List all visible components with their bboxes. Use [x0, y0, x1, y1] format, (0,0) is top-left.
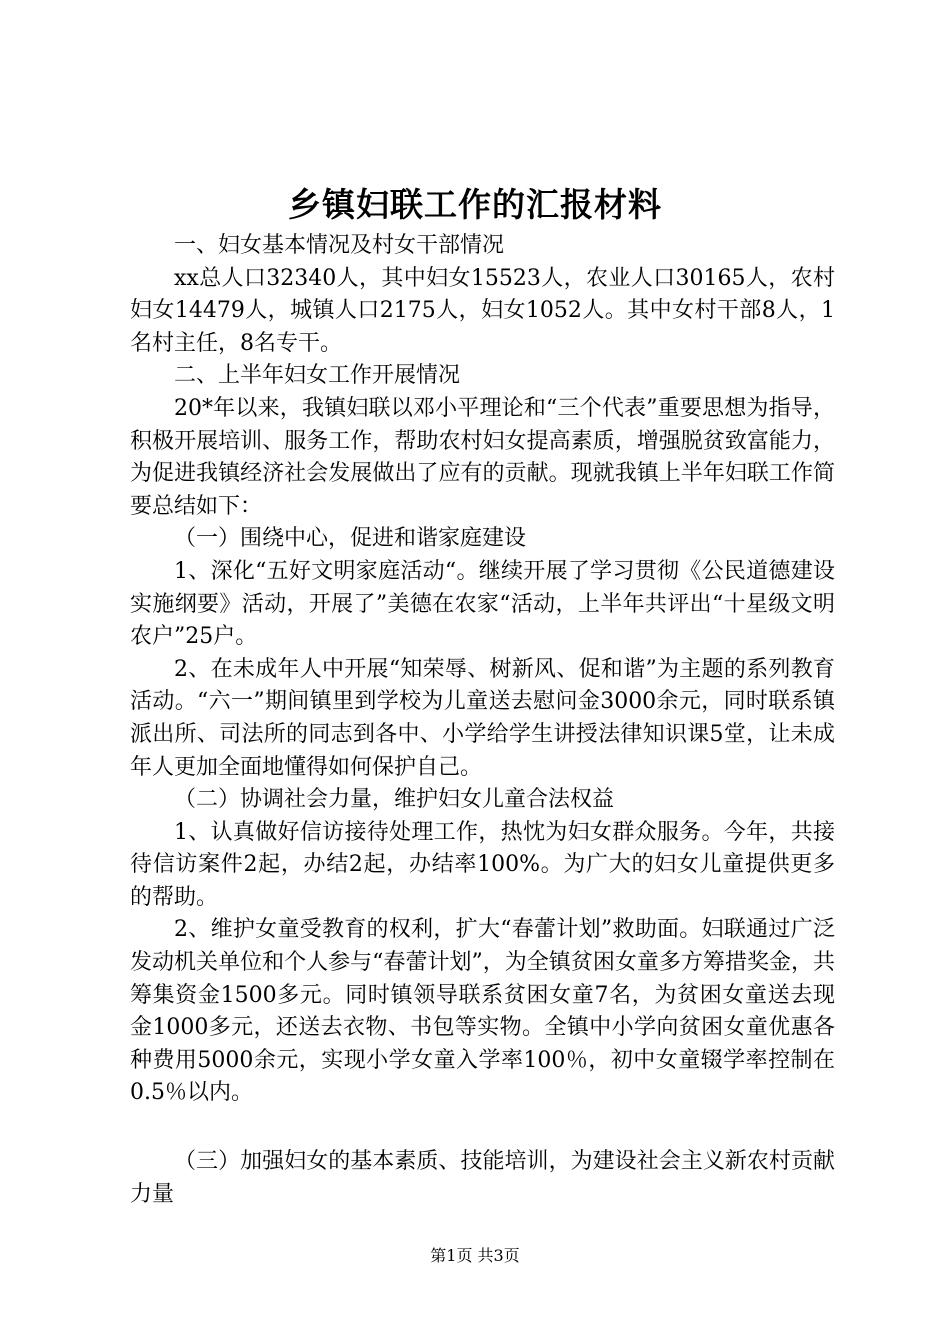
subsection-heading: （一）围绕中心，促进和谐家庭建设	[174, 526, 527, 552]
paragraph: 20*年以来，我镇妇联以邓小平理论和“三个代表”重要思想为指导，积极开展培训、服务工作，帮助农村妇女提高素质，增强脱贫致富能力，为促进我镇经济社会发展做出了应有的贡献。现就我镇上半年妇联工作简要总结如下：	[130, 395, 835, 519]
document-title: 乡镇妇联工作的汇报材料	[288, 185, 662, 224]
document-body	[130, 230, 835, 1211]
paragraph: 1、深化“五好文明家庭活动“。继续开展了学习贯彻《公民道德建设实施纲要》活动，开展了”美德在农家“活动，上半年共评出“十星级文明农户”25户。	[130, 558, 835, 650]
paragraph: 1、认真做好信访接待处理工作，热忱为妇女群众服务。今年，共接待信访案件2起，办结2起，办结率100%。为广大的妇女儿童提供更多的帮助。	[130, 819, 835, 910]
paragraph: xx总人口32340人，其中妇女15523人，农业人口30165人，农村妇女14479人，城镇人口2175人，妇女1052人。其中女村干部8人，1名村主任，8名专干。	[130, 265, 835, 356]
section-heading: 一、妇女基本情况及村女干部情况	[174, 233, 505, 258]
paragraph: 2、维护女童受教育的权利，扩大“春蕾计划”救助面。妇联通过广泛发动机关单位和个人参与“春蕾计划”，为全镇贫困女童多方筹措奖金，共筹集资金1500多元。同时镇领导联系贫困女童7名，为贫困女童送去现金1000多元，还送去衣物、书包等实物。全镇中小学向贫困女童优惠各种费用5000余元，实现小学女童入学率100％，初中女童辍学率控制在0.5％以内。	[130, 917, 835, 1106]
subsection-heading: （二）协调社会力量，维护妇女儿童合法权益	[174, 787, 615, 813]
page-number: 第1页 共3页	[430, 1246, 520, 1265]
subsection-heading: （三）加强妇女的基本素质、技能培训，为建设社会主义新农村贡献力量	[130, 1149, 835, 1207]
paragraph: 2、在未成年人中开展“知荣辱、树新风、促和谐”为主题的系列教育活动。“六一”期间镇里到学校为儿童送去慰问金3000余元，同时联系镇派出所、司法所的同志到各中、小学给学生讲授法律知识课5堂，让未成年人更加全面地懂得如何保护自己。	[130, 656, 835, 780]
section-heading: 二、上半年妇女工作开展情况	[174, 363, 461, 389]
